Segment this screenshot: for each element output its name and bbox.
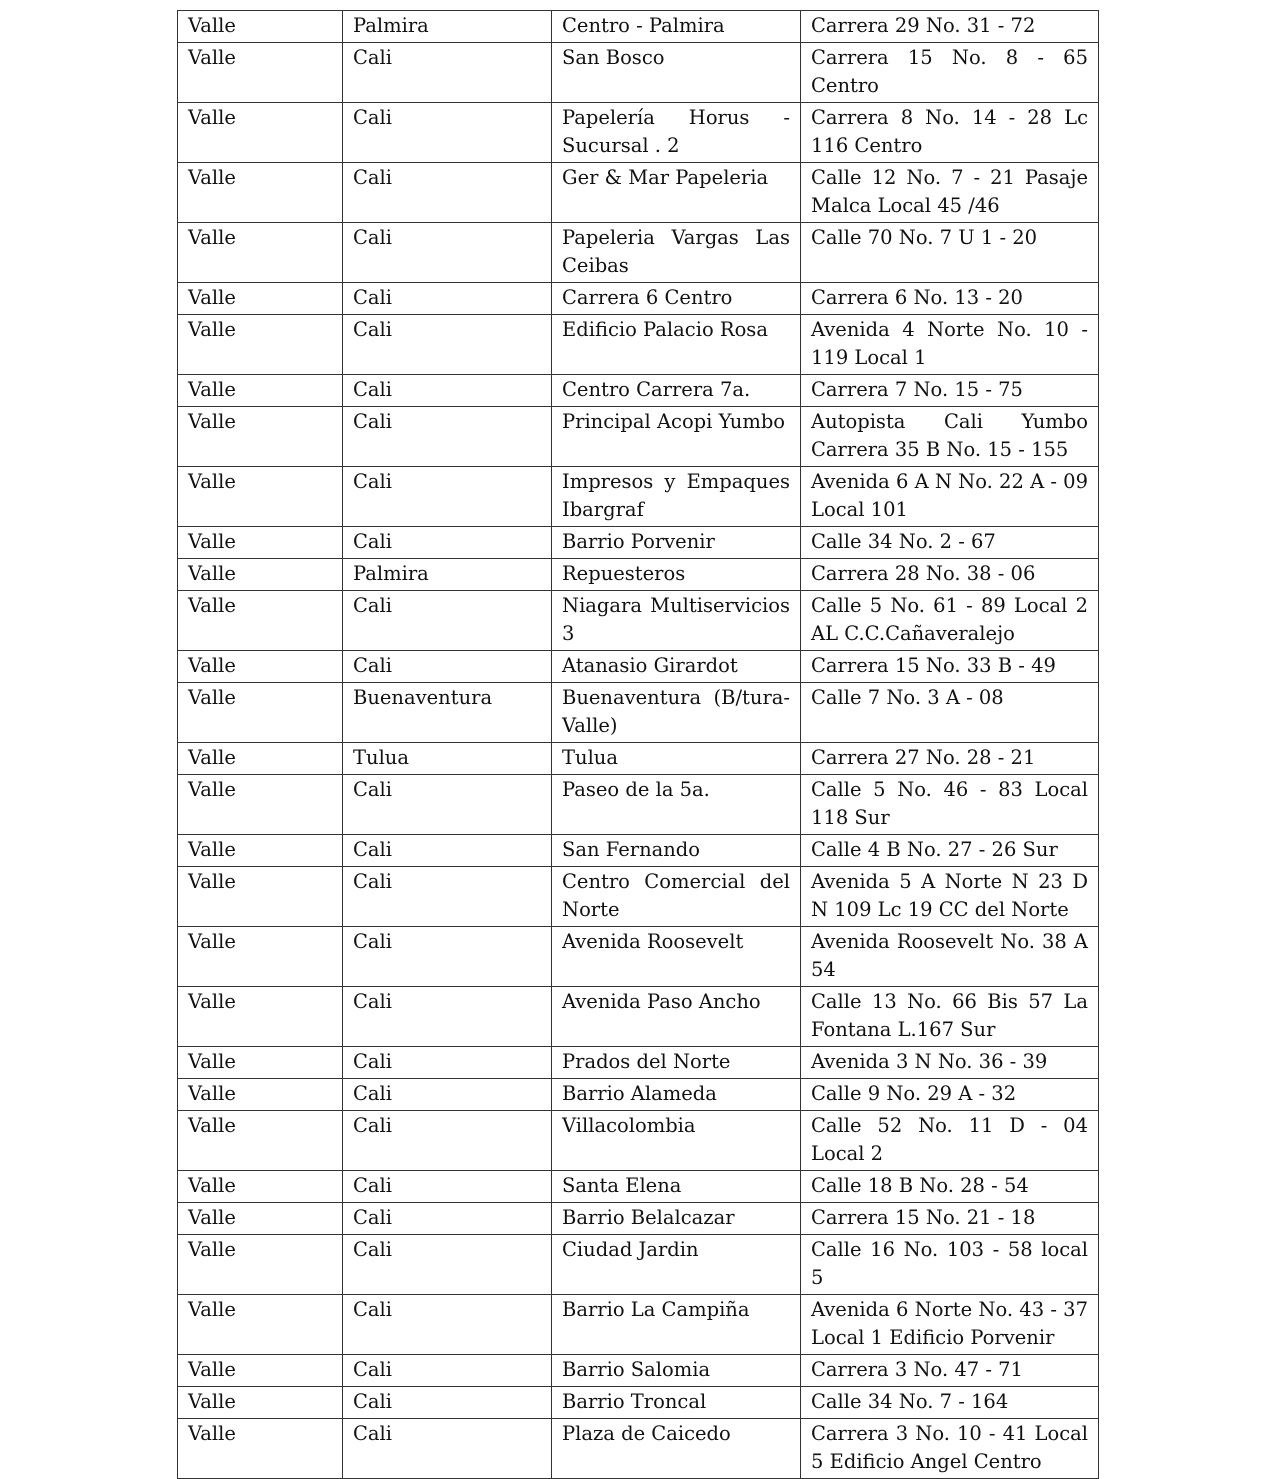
city-cell: Palmira	[343, 559, 552, 591]
location-name-cell: Principal Acopi Yumbo	[552, 407, 801, 467]
table-row	[178, 43, 1099, 103]
location-name-cell: Prados del Norte	[552, 1047, 801, 1079]
location-name-cell: Centro Comercial del Norte	[552, 867, 801, 927]
table-row	[178, 775, 1099, 835]
address-cell: Calle 9 No. 29 A - 32	[801, 1079, 1099, 1111]
address-cell: Calle 52 No. 11 D - 04 Local 2	[801, 1111, 1099, 1171]
city-cell: Cali	[343, 375, 552, 407]
address-cell: Calle 4 B No. 27 - 26 Sur	[801, 835, 1099, 867]
location-name-cell: Barrio Porvenir	[552, 527, 801, 559]
table-row	[178, 987, 1099, 1047]
department-cell: Valle	[178, 835, 343, 867]
city-cell: Buenaventura	[343, 683, 552, 743]
department-cell: Valle	[178, 1079, 343, 1111]
location-name-cell: Avenida Paso Ancho	[552, 987, 801, 1047]
location-name-cell: Impresos y Empaques Ibargraf	[552, 467, 801, 527]
table-row	[178, 683, 1099, 743]
city-cell: Palmira	[343, 11, 552, 43]
address-cell: Carrera 28 No. 38 - 06	[801, 559, 1099, 591]
location-name-cell: Repuesteros	[552, 559, 801, 591]
table-row	[178, 1235, 1099, 1295]
city-cell: Cali	[343, 987, 552, 1047]
address-cell: Carrera 29 No. 31 - 72	[801, 11, 1099, 43]
table-row	[178, 375, 1099, 407]
location-name-cell: Paseo de la 5a.	[552, 775, 801, 835]
location-name-cell: Avenida Roosevelt	[552, 927, 801, 987]
city-cell: Cali	[343, 1047, 552, 1079]
location-name-cell: San Fernando	[552, 835, 801, 867]
department-cell: Valle	[178, 163, 343, 223]
department-cell: Valle	[178, 223, 343, 283]
table-row	[178, 1203, 1099, 1235]
city-cell: Cali	[343, 1203, 552, 1235]
address-cell: Carrera 27 No. 28 - 21	[801, 743, 1099, 775]
address-cell: Calle 16 No. 103 - 58 local 5	[801, 1235, 1099, 1295]
address-cell: Carrera 3 No. 10 - 41 Local 5 Edificio Angel Centro	[801, 1419, 1099, 1479]
address-cell: Carrera 15 No. 21 - 18	[801, 1203, 1099, 1235]
department-cell: Valle	[178, 775, 343, 835]
address-cell: Calle 34 No. 7 - 164	[801, 1387, 1099, 1419]
location-name-cell: Barrio Belalcazar	[552, 1203, 801, 1235]
location-name-cell: Atanasio Girardot	[552, 651, 801, 683]
department-cell: Valle	[178, 927, 343, 987]
address-cell: Carrera 3 No. 47 - 71	[801, 1355, 1099, 1387]
address-cell: Calle 70 No. 7 U 1 - 20	[801, 223, 1099, 283]
city-cell: Cali	[343, 1355, 552, 1387]
address-cell: Calle 18 B No. 28 - 54	[801, 1171, 1099, 1203]
city-cell: Cali	[343, 407, 552, 467]
location-name-cell: Edificio Palacio Rosa	[552, 315, 801, 375]
table-row	[178, 867, 1099, 927]
department-cell: Valle	[178, 743, 343, 775]
department-cell: Valle	[178, 315, 343, 375]
department-cell: Valle	[178, 407, 343, 467]
address-cell: Avenida Roosevelt No. 38 A 54	[801, 927, 1099, 987]
city-cell: Cali	[343, 1419, 552, 1479]
department-cell: Valle	[178, 1047, 343, 1079]
address-cell: Carrera 6 No. 13 - 20	[801, 283, 1099, 315]
table-row	[178, 1387, 1099, 1419]
location-name-cell: Niagara Multiservicios 3	[552, 591, 801, 651]
city-cell: Cali	[343, 927, 552, 987]
department-cell: Valle	[178, 987, 343, 1047]
department-cell: Valle	[178, 527, 343, 559]
table-row	[178, 527, 1099, 559]
department-cell: Valle	[178, 651, 343, 683]
address-cell: Avenida 4 Norte No. 10 - 119 Local 1	[801, 315, 1099, 375]
table-row	[178, 927, 1099, 987]
location-name-cell: Centro Carrera 7a.	[552, 375, 801, 407]
department-cell: Valle	[178, 1171, 343, 1203]
location-name-cell: Barrio Alameda	[552, 1079, 801, 1111]
address-cell: Carrera 15 No. 8 - 65 Centro	[801, 43, 1099, 103]
department-cell: Valle	[178, 283, 343, 315]
department-cell: Valle	[178, 1355, 343, 1387]
location-name-cell: Barrio Salomia	[552, 1355, 801, 1387]
table-row	[178, 1079, 1099, 1111]
location-name-cell: Papeleria Vargas Las Ceibas	[552, 223, 801, 283]
table-row	[178, 1355, 1099, 1387]
city-cell: Cali	[343, 1235, 552, 1295]
location-name-cell: Plaza de Caicedo	[552, 1419, 801, 1479]
table-row	[178, 103, 1099, 163]
city-cell: Cali	[343, 1387, 552, 1419]
table-row	[178, 835, 1099, 867]
address-cell: Calle 5 No. 46 - 83 Local 118 Sur	[801, 775, 1099, 835]
locations-table	[177, 10, 1099, 1479]
city-cell: Cali	[343, 867, 552, 927]
city-cell: Cali	[343, 835, 552, 867]
department-cell: Valle	[178, 103, 343, 163]
address-cell: Avenida 5 A Norte N 23 D N 109 Lc 19 CC del Norte	[801, 867, 1099, 927]
table-row	[178, 11, 1099, 43]
city-cell: Cali	[343, 651, 552, 683]
address-cell: Calle 34 No. 2 - 67	[801, 527, 1099, 559]
table-row	[178, 559, 1099, 591]
table-row	[178, 163, 1099, 223]
department-cell: Valle	[178, 1235, 343, 1295]
department-cell: Valle	[178, 683, 343, 743]
location-name-cell: Barrio La Campiña	[552, 1295, 801, 1355]
city-cell: Cali	[343, 103, 552, 163]
table-row	[178, 591, 1099, 651]
address-cell: Carrera 15 No. 33 B - 49	[801, 651, 1099, 683]
city-cell: Cali	[343, 283, 552, 315]
department-cell: Valle	[178, 1419, 343, 1479]
location-name-cell: Buenaventura (B/tura-Valle)	[552, 683, 801, 743]
city-cell: Cali	[343, 775, 552, 835]
city-cell: Tulua	[343, 743, 552, 775]
location-name-cell: Carrera 6 Centro	[552, 283, 801, 315]
department-cell: Valle	[178, 1295, 343, 1355]
city-cell: Cali	[343, 1079, 552, 1111]
city-cell: Cali	[343, 1171, 552, 1203]
table-row	[178, 743, 1099, 775]
table-row	[178, 223, 1099, 283]
table-row	[178, 1295, 1099, 1355]
department-cell: Valle	[178, 591, 343, 651]
city-cell: Cali	[343, 1295, 552, 1355]
address-cell: Carrera 7 No. 15 - 75	[801, 375, 1099, 407]
city-cell: Cali	[343, 43, 552, 103]
table-row	[178, 1171, 1099, 1203]
location-name-cell: Villacolombia	[552, 1111, 801, 1171]
location-name-cell: Tulua	[552, 743, 801, 775]
address-cell: Carrera 8 No. 14 - 28 Lc 116 Centro	[801, 103, 1099, 163]
address-cell: Avenida 6 Norte No. 43 - 37 Local 1 Edificio Porvenir	[801, 1295, 1099, 1355]
table-row	[178, 283, 1099, 315]
department-cell: Valle	[178, 1203, 343, 1235]
department-cell: Valle	[178, 559, 343, 591]
address-cell: Avenida 3 N No. 36 - 39	[801, 1047, 1099, 1079]
location-name-cell: San Bosco	[552, 43, 801, 103]
department-cell: Valle	[178, 43, 343, 103]
table-row	[178, 467, 1099, 527]
address-cell: Calle 12 No. 7 - 21 Pasaje Malca Local 45 /46	[801, 163, 1099, 223]
address-cell: Avenida 6 A N No. 22 A - 09 Local 101	[801, 467, 1099, 527]
table-row	[178, 1111, 1099, 1171]
department-cell: Valle	[178, 1387, 343, 1419]
table-row	[178, 1419, 1099, 1479]
city-cell: Cali	[343, 315, 552, 375]
locations-table-body	[178, 11, 1099, 1479]
city-cell: Cali	[343, 1111, 552, 1171]
location-name-cell: Ciudad Jardin	[552, 1235, 801, 1295]
address-cell: Calle 13 No. 66 Bis 57 La Fontana L.167 Sur	[801, 987, 1099, 1047]
location-name-cell: Centro - Palmira	[552, 11, 801, 43]
table-row	[178, 315, 1099, 375]
address-cell: Autopista Cali Yumbo Carrera 35 B No. 15 - 155	[801, 407, 1099, 467]
table-row	[178, 407, 1099, 467]
address-cell: Calle 5 No. 61 - 89 Local 2 AL C.C.Cañaveralejo	[801, 591, 1099, 651]
address-cell: Calle 7 No. 3 A - 08	[801, 683, 1099, 743]
department-cell: Valle	[178, 467, 343, 527]
department-cell: Valle	[178, 1111, 343, 1171]
table-row	[178, 651, 1099, 683]
department-cell: Valle	[178, 11, 343, 43]
department-cell: Valle	[178, 867, 343, 927]
location-name-cell: Barrio Troncal	[552, 1387, 801, 1419]
city-cell: Cali	[343, 467, 552, 527]
city-cell: Cali	[343, 163, 552, 223]
location-name-cell: Santa Elena	[552, 1171, 801, 1203]
location-name-cell: Papelería Horus - Sucursal . 2	[552, 103, 801, 163]
city-cell: Cali	[343, 591, 552, 651]
department-cell: Valle	[178, 375, 343, 407]
city-cell: Cali	[343, 223, 552, 283]
table-row	[178, 1047, 1099, 1079]
location-name-cell: Ger & Mar Papeleria	[552, 163, 801, 223]
city-cell: Cali	[343, 527, 552, 559]
